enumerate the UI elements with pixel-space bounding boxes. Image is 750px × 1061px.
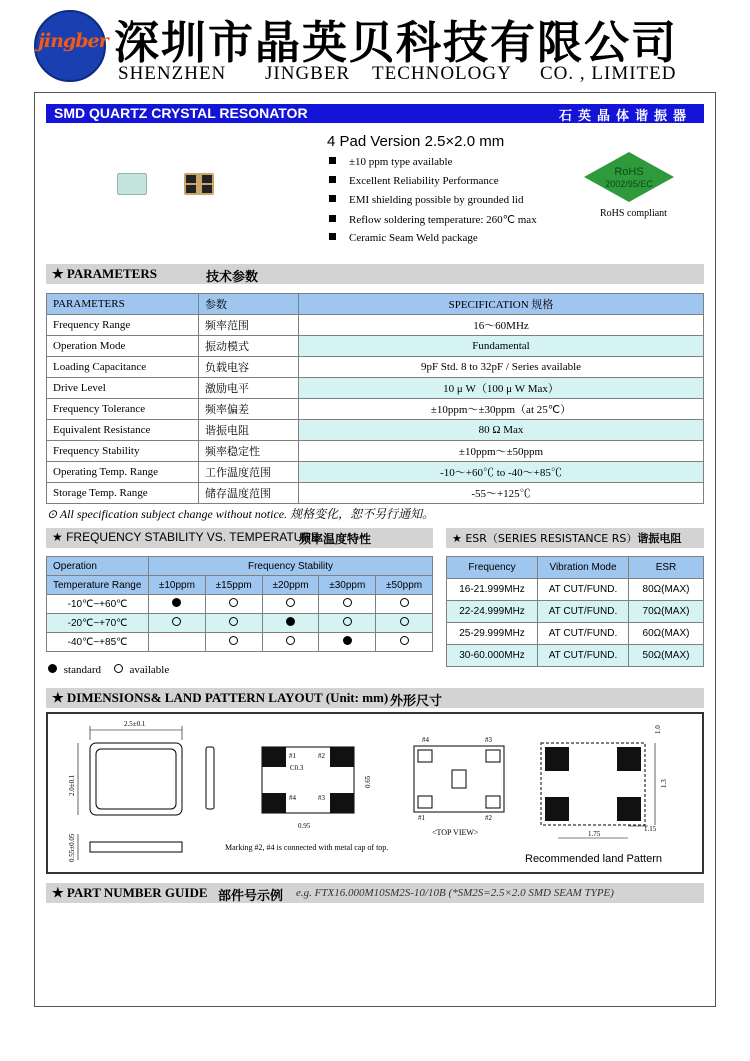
available-circle-icon [114, 664, 123, 673]
company-name-en-1: SHENZHEN [118, 63, 227, 84]
svg-text:C0.3: C0.3 [290, 764, 304, 772]
svg-text:0.55±0.05: 0.55±0.05 [68, 833, 76, 862]
spec-change-note: ⊙ All specification subject change without notice. 规格变化，恕不另行通知。 [47, 507, 435, 521]
table-row: Storage Temp. Range 储存温度范围 -55～+125℃ [47, 483, 704, 504]
product-title-bar [46, 104, 704, 123]
table-row: Drive Level 激励电平 10 μ W（100 μ W Max） [47, 378, 704, 399]
feature-item: ±10 ppm type available [329, 156, 452, 168]
svg-text:2.5±0.1: 2.5±0.1 [124, 720, 146, 728]
available-circle-icon [343, 617, 352, 626]
company-name-en-4: CO. , LIMITED [540, 63, 677, 84]
svg-text:0.95: 0.95 [298, 822, 311, 830]
available-circle-icon [400, 636, 409, 645]
standard-dot-icon [286, 617, 295, 626]
svg-text:#2: #2 [318, 752, 325, 760]
rohs-caption: RoHS compliant [600, 208, 667, 219]
esr-table [446, 556, 704, 667]
available-circle-icon [343, 598, 352, 607]
page-header [0, 0, 750, 92]
table-row: 16-21.999MHz AT CUT/FUND. 80Ω(MAX) [447, 579, 704, 601]
svg-text:#4: #4 [289, 794, 296, 802]
logo-text: jingber [38, 30, 108, 52]
svg-text:#2: #2 [485, 814, 492, 822]
parameters-section-header: ★ PARAMETERS 技术参数 [46, 264, 704, 284]
svg-text:0.65: 0.65 [364, 775, 372, 788]
table-row: Equivalent Resistance 谐振电阻 80 Ω Max [47, 420, 704, 441]
product-title-en: SMD QUARTZ CRYSTAL RESONATOR [54, 105, 308, 121]
header-cell: 参数 [199, 294, 299, 315]
table-row: -40℃~+85℃ [47, 633, 433, 652]
standard-dot-icon [172, 598, 181, 607]
available-circle-icon [400, 617, 409, 626]
top-view-label: <TOP VIEW> [432, 828, 479, 837]
table-header-row: Temperature Range ±10ppm ±15ppm ±20ppm ±30ppm ±50ppm [47, 576, 433, 595]
available-circle-icon [172, 617, 181, 626]
svg-text:2.0±0.1: 2.0±0.1 [68, 774, 76, 796]
svg-text:RoHS: RoHS [614, 166, 644, 178]
bullet-icon [329, 157, 336, 164]
bullet-icon [329, 233, 336, 240]
feature-item: Excellent Reliability Performance [329, 175, 499, 187]
bullet-icon [329, 195, 336, 202]
table-row: -20℃~+70℃ [47, 614, 433, 633]
table-header-row: Frequency Vibration Mode ESR [447, 557, 704, 579]
svg-text:1.0: 1.0 [654, 725, 662, 734]
available-circle-icon [286, 598, 295, 607]
table-row: Frequency Stability 频率稳定性 ±10ppm～±50ppm [47, 441, 704, 462]
table-row: 22-24.999MHz AT CUT/FUND. 70Ω(MAX) [447, 601, 704, 623]
table-row: -10℃~+60℃ [47, 595, 433, 614]
company-name-cn: 深圳市晶英贝科技有限公司 [114, 16, 679, 69]
svg-text:1.3: 1.3 [660, 779, 668, 788]
available-circle-icon [286, 636, 295, 645]
marking-note: Marking #2, #4 is connected with metal cap of top. [225, 843, 389, 852]
standard-dot-icon [48, 664, 57, 673]
freq-stability-section-header: ★ FREQUENCY STABILITY VS. TEMPERATURE 频率温度特性 [46, 528, 433, 548]
table-row: Loading Capacitance 负载电容 9pF Std. 8 to 32pF / Series available [47, 357, 704, 378]
svg-text:#4: #4 [422, 736, 429, 744]
bullet-icon [329, 215, 336, 222]
svg-text:#1: #1 [289, 752, 296, 760]
table-row: Frequency Tolerance 频率偏差 ±10ppm～±30ppm（at 25℃） [47, 399, 704, 420]
table-row: Operating Temp. Range 工作温度范围 -10～+60℃ to -40～+85℃ [47, 462, 704, 483]
dimensions-section-header: ★ DIMENSIONS& LAND PATTERN LAYOUT (Unit: mm) 外形尺寸 [46, 688, 704, 708]
table-header-row [47, 294, 704, 315]
svg-text:1.75: 1.75 [588, 830, 601, 838]
svg-text:#3: #3 [318, 794, 325, 802]
part-number-section-header: ★ PART NUMBER GUIDE 部件号示例 [46, 883, 704, 903]
available-circle-icon [400, 598, 409, 607]
company-name-en-2: JINGBER [265, 63, 351, 84]
feature-item: EMI shielding possible by grounded lid [329, 194, 523, 206]
stability-legend: standard available [48, 664, 169, 676]
table-row: Operation Mode 振动模式 Fundamental [47, 336, 704, 357]
header-cell: PARAMETERS [47, 294, 199, 315]
product-title-cn: 石英晶体谐振器 [558, 109, 692, 124]
company-name-en-3: TECHNOLOGY [372, 63, 512, 84]
crystal-chip-bottom-image [184, 173, 214, 195]
svg-text:#1: #1 [418, 814, 425, 822]
esr-section-header: ★ ESR（SERIES RESISTANCE RS）谐振电阻 [446, 528, 704, 548]
rohs-badge-icon [583, 151, 675, 203]
freq-stability-table [46, 556, 433, 652]
table-row: Frequency Range 频率范围 16～60MHz [47, 315, 704, 336]
available-circle-icon [229, 617, 238, 626]
header-cell: SPECIFICATION 规格 [299, 294, 704, 315]
svg-text:1.15: 1.15 [644, 825, 657, 833]
table-row: 30-60.000MHz AT CUT/FUND. 50Ω(MAX) [447, 645, 704, 667]
table-header-row: Operation Frequency Stability [47, 557, 433, 576]
available-circle-icon [229, 598, 238, 607]
svg-text:#3: #3 [485, 736, 492, 744]
feature-item: Reflow soldering temperature: 260℃ max [329, 213, 537, 226]
parameters-table [46, 293, 704, 504]
company-logo [34, 10, 106, 82]
part-number-example: e.g. FTX16.000M10SM2S-10/10B (*SM2S=2.5×2.0 SMD SEAM TYPE) [296, 887, 614, 899]
product-version: 4 Pad Version 2.5×2.0 mm [327, 133, 505, 150]
feature-item: Ceramic Seam Weld package [329, 232, 478, 244]
available-circle-icon [229, 636, 238, 645]
bullet-icon [329, 176, 336, 183]
standard-dot-icon [343, 636, 352, 645]
crystal-chip-top-image [117, 173, 147, 195]
recommended-land-pattern-label: Recommended land Pattern [525, 853, 662, 865]
svg-text:2002/95/EC: 2002/95/EC [605, 179, 653, 189]
table-row: 25-29.999MHz AT CUT/FUND. 60Ω(MAX) [447, 623, 704, 645]
